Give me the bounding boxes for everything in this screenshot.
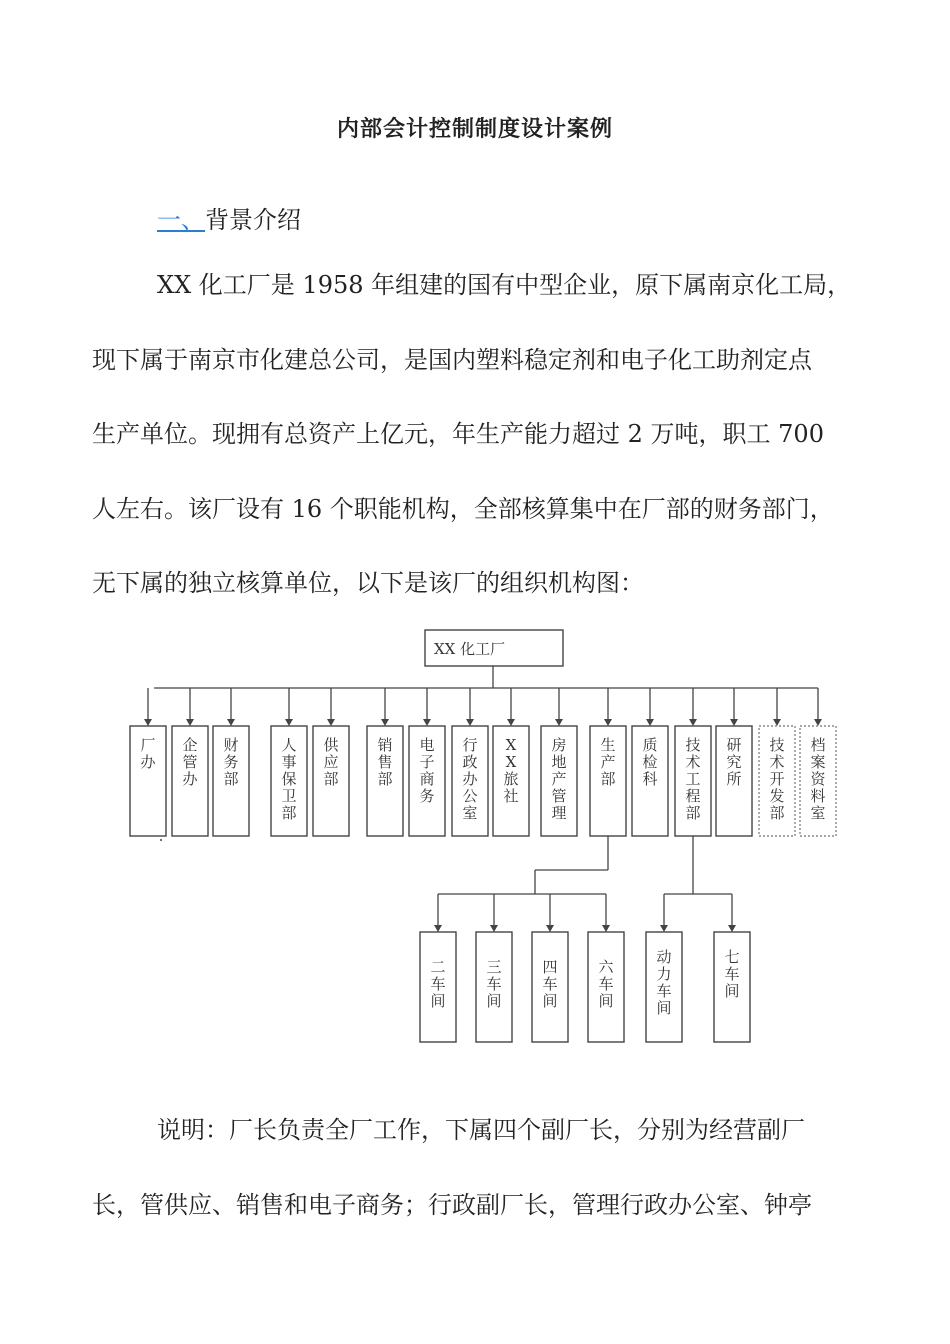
arrow-head-icon — [604, 719, 612, 726]
org-workshop-label: 四车间 — [542, 958, 558, 1010]
arrow-head-icon — [730, 719, 738, 726]
org-dept-label: 生产部 — [600, 736, 616, 788]
arrow-head-icon — [555, 719, 563, 726]
org-workshop-label: 三车间 — [486, 958, 502, 1010]
org-dept-label: 质检科 — [642, 736, 658, 788]
arrow-head-icon — [773, 719, 781, 726]
org-dept-label: 供应部 — [323, 736, 339, 788]
arrow-head-icon — [507, 719, 515, 726]
org-boxes — [130, 630, 836, 1042]
paragraph-line: 生产单位。现拥有总资产上亿元，年生产能力超过 2 万吨，职工 700 — [92, 420, 824, 448]
arrow-head-icon — [814, 719, 822, 726]
arrow-head-icon — [434, 925, 442, 932]
arrow-head-icon — [327, 719, 335, 726]
arrow-head-icon — [660, 925, 668, 932]
paragraph-line: 说明：厂长负责全厂工作，下属四个副厂长，分别为经营副厂 — [157, 1116, 805, 1144]
org-dept-label: 人事保卫部 — [281, 736, 297, 822]
arrow-head-icon — [186, 719, 194, 726]
arrow-head-icon — [646, 719, 654, 726]
arrow-head-icon — [466, 719, 474, 726]
arrow-head-icon — [423, 719, 431, 726]
org-dept-label: 企管办 — [182, 736, 198, 788]
section-heading — [157, 200, 301, 235]
org-dept-label: 技术开发部 — [769, 736, 785, 822]
org-root-label: XX 化工厂 — [434, 640, 506, 658]
org-dept-label: 房地产管理 — [551, 736, 567, 822]
paragraph-line: 无下属的独立核算单位，以下是该厂的组织机构图： — [92, 569, 644, 597]
paragraph-line: XX 化工厂是 1958 年组建的国有中型企业，原下属南京化工局， — [157, 271, 852, 299]
org-dept-label: 行政办公室 — [462, 736, 478, 822]
org-workshop-label: 六车间 — [598, 958, 614, 1010]
arrow-head-icon — [285, 719, 293, 726]
paragraph-line: 现下属于南京市化建总公司，是国内塑料稳定剂和电子化工助剂定点 — [92, 346, 812, 374]
org-workshop-label: 七车间 — [724, 948, 740, 1000]
org-dept-label: X X 旅社 — [503, 736, 519, 805]
arrow-head-icon — [227, 719, 235, 726]
arrow-head-icon — [490, 925, 498, 932]
org-workshop-label: 二车间 — [430, 958, 446, 1010]
arrow-head-icon — [728, 925, 736, 932]
org-dept-label: 研究所 — [726, 736, 742, 788]
arrow-head-icon — [381, 719, 389, 726]
org-mark — [160, 839, 162, 841]
org-dept-label: 财务部 — [223, 736, 239, 788]
arrow-head-icon — [689, 719, 697, 726]
org-dept-label: 技术工程部 — [685, 736, 701, 822]
arrow-head-icon — [144, 719, 152, 726]
arrow-head-icon — [602, 925, 610, 932]
arrow-head-icon — [546, 925, 554, 932]
org-chart — [120, 620, 850, 1050]
org-dept-label: 厂办 — [140, 736, 156, 771]
org-workshop-label: 动力车间 — [656, 948, 672, 1017]
paragraph-line: 长，管供应、销售和电子商务；行政副厂长，管理行政办公室、钟亭 — [92, 1191, 812, 1219]
org-dept-label: 电子商务 — [419, 736, 435, 805]
document-title: 内部会计控制制度设计案例 — [336, 116, 613, 142]
org-dept-label: 档案资料室 — [810, 736, 826, 822]
org-dept-label: 销售部 — [377, 736, 393, 788]
section-number: 一、 — [157, 206, 205, 234]
section-title: 背景介绍 — [205, 206, 301, 234]
paragraph-line: 人左右。该厂设有 16 个职能机构，全部核算集中在厂部的财务部门， — [92, 495, 834, 523]
